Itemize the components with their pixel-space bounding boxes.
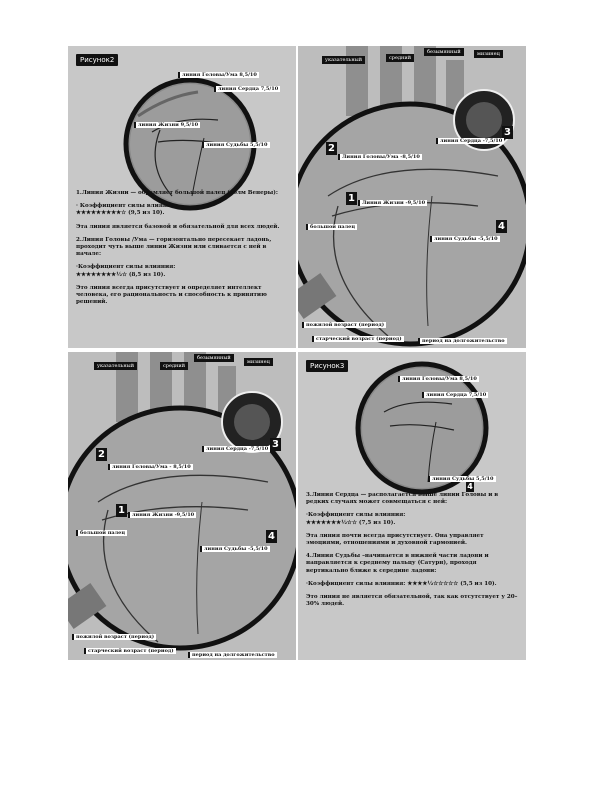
para-life-note: Эта линия является базовой и обязательной для всех людей. bbox=[76, 223, 280, 230]
coef-head-stars: ★★★★★★★★½☆ (8,5 из 10). bbox=[76, 271, 166, 278]
label-heart-line: линия Сердца 7,5/10 bbox=[422, 392, 488, 398]
figure-tag: Рисунок3 bbox=[306, 360, 348, 372]
label-fate-line: линия Судьбы 5,5/10 bbox=[428, 476, 496, 482]
para-head-line: 2.Линия Головы /Ума — горизонтально пересекает ладонь, проходит чуть выше линии Жизни или сливается с ней в начале: bbox=[76, 236, 272, 258]
panel4-text bbox=[306, 492, 518, 614]
number-4: 4 bbox=[467, 482, 473, 491]
coef-life-label: · Коэффициент силы влияния: bbox=[76, 203, 178, 210]
panel-figure-2 bbox=[68, 46, 296, 348]
label-fate-line: линия Судьбы -5,5/10 bbox=[200, 546, 270, 552]
label-thumb: большой палец bbox=[306, 224, 357, 230]
label-fate-line: линия Судьбы -5,5/10 bbox=[430, 236, 500, 242]
coef-heart-label: ·Коэффициент силы влияния: bbox=[306, 512, 406, 519]
label-head-line: Линия Головы/Ума -8,5/10 bbox=[338, 154, 422, 160]
finger-middle: средний bbox=[160, 362, 188, 370]
label-elderly: пожилой возраст (период) bbox=[302, 322, 386, 328]
coef-heart-stars: ★★★★★★★½☆☆ (7,5 из 10). bbox=[306, 519, 396, 526]
para-head-note: Это линия всегда присутствует и определяет интеллект человека, его рациональность и способность к принятию решений. bbox=[76, 284, 267, 306]
label-life-line: линия Жизни 9,5/10 bbox=[134, 122, 200, 128]
label-fate-line: линия Судьбы 5,5/10 bbox=[202, 142, 270, 148]
para-fate-note: Это линия не является обязательной, так как отсутствует у 20–30% людей. bbox=[306, 594, 518, 608]
finger-index: указательный bbox=[322, 56, 365, 64]
number-2: 2 bbox=[96, 448, 107, 461]
panel-palm-diagram-bottom bbox=[68, 352, 296, 660]
palm-photo-illustration bbox=[68, 352, 296, 660]
document-page bbox=[68, 46, 526, 660]
label-senile: старческий возраст (период) bbox=[312, 336, 404, 342]
finger-ring: безымянный bbox=[424, 48, 464, 56]
finger-little: мизинец bbox=[474, 50, 503, 58]
label-senile: старческий возраст (период) bbox=[84, 648, 176, 654]
number-3: 3 bbox=[270, 438, 281, 451]
finger-middle: средний bbox=[386, 54, 414, 62]
number-2: 2 bbox=[326, 142, 337, 155]
number-1: 1 bbox=[116, 504, 127, 517]
para-heart-note: Эта линия почти всегда присутствует. Она управляет эмоциями, отношениями и духовной гармонией. bbox=[306, 532, 484, 547]
number-1: 1 bbox=[346, 192, 357, 205]
panel1-text bbox=[76, 190, 288, 312]
panel-palm-diagram-top bbox=[298, 46, 526, 348]
coef-life-stars: ★★★★★★★★★☆ (9,5 из 10). bbox=[76, 210, 165, 217]
label-heart-line: линия Сердца -7,5/10 bbox=[202, 446, 270, 452]
label-heart-line: линия Сердца 7,5/10 bbox=[214, 86, 280, 92]
para-fate-line: 4.Линия Судьбы –начинается в нижней части ладони и направляется к среднему пальцу (Сатурн), проходя вертикально ближе к середине ладони: bbox=[306, 553, 489, 574]
label-life-line: линия Жизни -9,5/10 bbox=[128, 512, 196, 518]
coef-fate: ·Коэффициент силы влияния: ★★★★½☆☆☆☆☆ (5,5 из 10). bbox=[306, 580, 497, 587]
finger-index: указательный bbox=[94, 362, 137, 370]
number-3: 3 bbox=[502, 126, 513, 139]
label-heart-line: линия Сердца -7,5/10 bbox=[436, 138, 504, 144]
panel-figure-3 bbox=[298, 352, 526, 660]
para-heart-line: 3.Линия Сердца — располагается выше линии Головы и в редких случаях может совмещаться с ней: bbox=[306, 492, 499, 506]
coef-head-label: ·Коэффициент силы влияния: bbox=[76, 264, 176, 271]
label-thumb: большой палец bbox=[76, 530, 127, 536]
label-head-line: линия Головы/Ума 8,5/10 bbox=[398, 376, 479, 382]
para-life-line: 1.Линия Жизни — обрамляет большой палец (холм Венеры): bbox=[76, 190, 278, 196]
label-elderly: пожилой возраст (период) bbox=[72, 634, 156, 640]
label-longevity: период на долгожительство bbox=[188, 652, 277, 658]
label-head-line: линия Головы/Ума 8,5/10 bbox=[178, 72, 259, 78]
label-life-line: Линия Жизни -9,5/10 bbox=[358, 200, 427, 206]
finger-little: мизинец bbox=[244, 358, 273, 366]
finger-ring: безымянный bbox=[194, 354, 234, 362]
label-head-line: линия Головы/Ума - 8,5/10 bbox=[108, 464, 193, 470]
number-4: 4 bbox=[266, 530, 277, 543]
palm-photo-illustration bbox=[298, 46, 526, 348]
number-4: 4 bbox=[496, 220, 507, 233]
figure-tag: Рисунок2 bbox=[76, 54, 118, 66]
label-longevity: период на долгожительство bbox=[418, 338, 507, 344]
